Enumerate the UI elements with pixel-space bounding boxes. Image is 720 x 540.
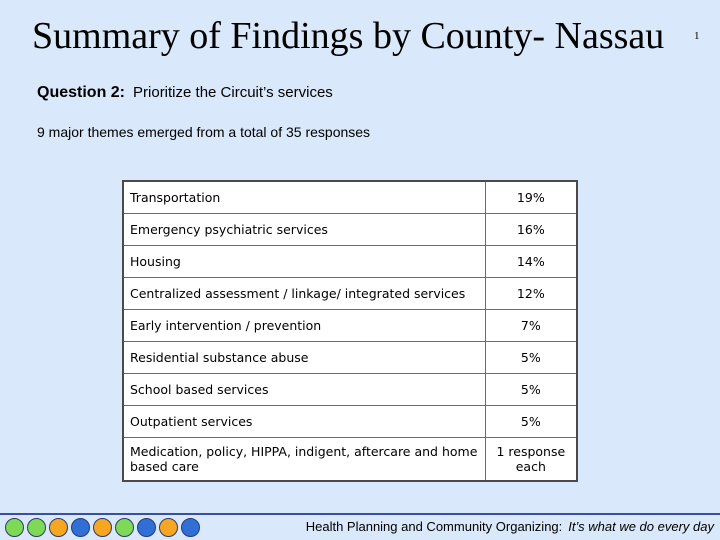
footer-divider <box>0 513 720 515</box>
percent-cell: 12% <box>485 277 577 309</box>
footer-motto: It’s what we do every day <box>568 519 714 534</box>
percent-cell: 14% <box>485 245 577 277</box>
findings-table <box>122 180 578 482</box>
footer-dot-icon <box>71 518 90 537</box>
service-cell: Early intervention / prevention <box>123 309 485 341</box>
slide-title: Summary of Findings by County- Nassau <box>32 15 665 57</box>
table-row <box>123 213 577 245</box>
footer-dot-icon <box>49 518 68 537</box>
responses-summary: 9 major themes emerged from a total of 35 responses <box>37 124 371 140</box>
table-row <box>123 437 577 481</box>
footer-org: Health Planning and Community Organizing: <box>305 519 563 534</box>
percent-cell: 7% <box>485 309 577 341</box>
service-cell: Transportation <box>123 181 485 213</box>
percent-cell: 1 response each <box>485 437 577 481</box>
percent-cell: 5% <box>485 341 577 373</box>
footer-dot-icon <box>27 518 46 537</box>
service-cell: Centralized assessment / linkage/ integrated services <box>123 277 485 309</box>
question-label: Question 2: <box>37 84 126 101</box>
table-row <box>123 181 577 213</box>
service-cell: Medication, policy, HIPPA, indigent, aftercare and home based care <box>123 437 485 481</box>
percent-cell: 5% <box>485 373 577 405</box>
footer-dot-icon <box>137 518 156 537</box>
percent-cell: 5% <box>485 405 577 437</box>
table-row <box>123 405 577 437</box>
footer-tagline <box>306 519 714 534</box>
question-text: Prioritize the Circuit’s services <box>133 84 333 101</box>
percent-cell: 19% <box>485 181 577 213</box>
table-row <box>123 277 577 309</box>
service-cell: Emergency psychiatric services <box>123 213 485 245</box>
slide-number: 1 <box>694 30 700 42</box>
question-line <box>37 84 333 102</box>
table-row <box>123 309 577 341</box>
service-cell: Outpatient services <box>123 405 485 437</box>
footer-dots <box>5 518 200 537</box>
table-row <box>123 373 577 405</box>
footer-dot-icon <box>5 518 24 537</box>
footer-dot-icon <box>115 518 134 537</box>
service-cell: School based services <box>123 373 485 405</box>
service-cell: Residential substance abuse <box>123 341 485 373</box>
table-row <box>123 341 577 373</box>
table-row <box>123 245 577 277</box>
service-cell: Housing <box>123 245 485 277</box>
footer-dot-icon <box>181 518 200 537</box>
percent-cell: 16% <box>485 213 577 245</box>
footer-dot-icon <box>93 518 112 537</box>
footer-dot-icon <box>159 518 178 537</box>
